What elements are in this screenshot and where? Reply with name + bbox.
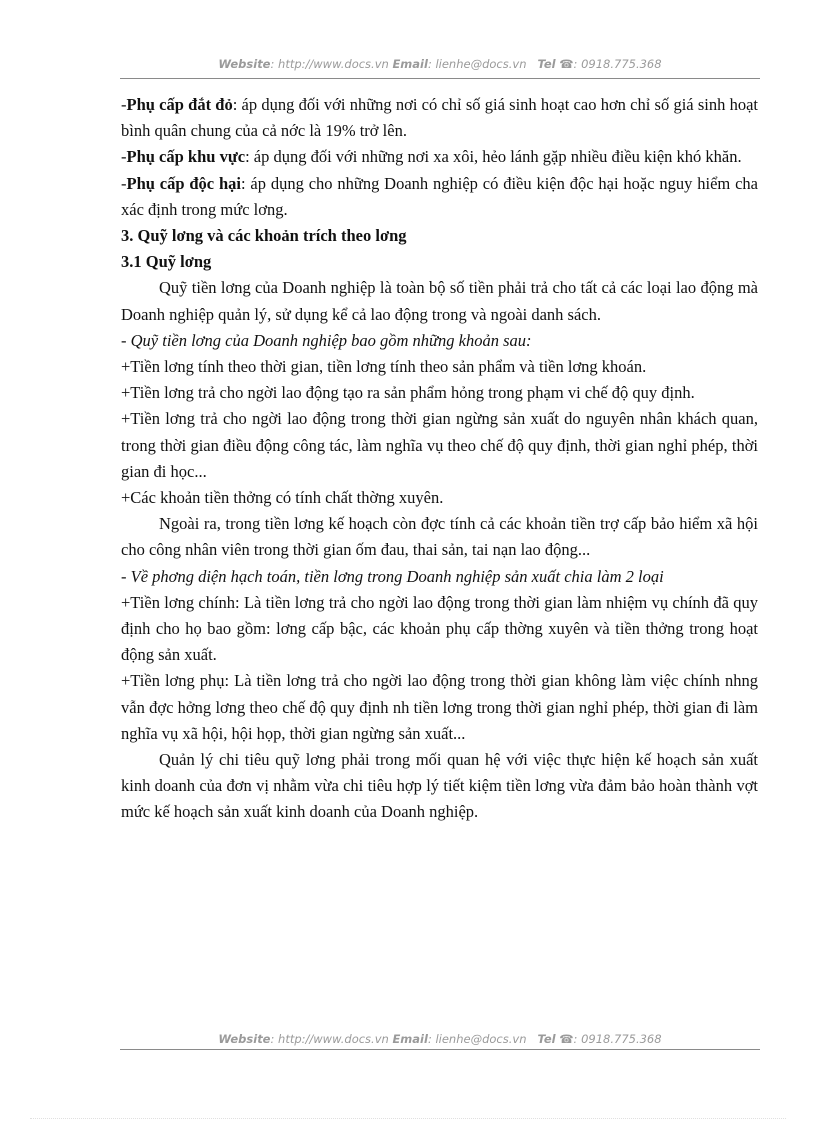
list-item-secondary-wage: +Tiền lơng phụ: Là tiền lơng trả cho ngời lao động trong thời gian không làm việc chính nhng vẫn đợc hởng lơng theo chế độ quy định nh tiền lơng trong thời gian nghỉ phép, thời gian đi làm nghĩa vụ xã hội, hội họp, thời gian ngừng sản xuất... [121,671,758,743]
list-item-bonus: +Các khoản tiền thởng có tính chất thờng xuyên. [121,488,444,508]
paragraph-phu-cap-dat-do [121,92,758,144]
paragraph-quy-tien-luong: Quỹ tiền lơng của Doanh nghiệp là toàn bộ số tiền phải trả cho tất cả các loại lao động mà Doanh nghiệp quản lý, sử dụng kể cả lao động trong và ngoài danh sách. [121,278,758,324]
list-item-downtime: +Tiền lơng trả cho ngời lao động trong thời gian ngừng sản xuất do nguyên nhân khách quan, trong thời gian điều động công tác, làm nghĩa vụ theo chế độ quy định, thời gian nghỉ phép, thời gian đi học... [121,409,758,481]
paragraph-phu-cap-doc-hai [121,171,758,223]
section-heading-3-1: 3.1 Quỹ lơng [121,252,212,272]
paragraph-hach-toan: - Về phơng diện hạch toán, tiền lơng trong Doanh nghiệp sản xuất chia làm 2 loại [121,566,664,586]
paragraph-phu-cap-khu-vuc [121,144,758,170]
paragraph-ngoai-ra: Ngoài ra, trong tiền lơng kế hoạch còn đợc tính cả các khoản tiền trợ cấp bảo hiểm xã hội cho công nhân viên trong thời gian ốm đau, thai sản, tai nạn lao động... [121,514,758,560]
definition-text: : áp dụng đối với những nơi có chỉ số giá sinh hoạt cao hơn chỉ số giá sinh hoạt bình quân chung của cả nớc là 19% trở lên. [121,95,758,141]
list-item-defective-product: +Tiền lơng trả cho ngời lao động tạo ra sản phẩm hỏng trong phạm vi chế độ quy định. [121,383,695,403]
header-email-value: : lienhe@docs.vn [427,57,527,71]
page-header [120,57,760,71]
list-item-main-wage: +Tiền lơng chính: Là tiền lơng trả cho ngời lao động trong thời gian làm nhiệm vụ chính đã quy định cho họ bao gồm: lơng cấp bậc, các khoản phụ cấp thờng xuyên và tiền thởng trong hoạt động sản xuất. [121,592,758,665]
list-dash: - [121,95,127,114]
header-website-label: Website [218,57,271,71]
footer-tel-value: ☎: 0918.775.368 [559,1032,662,1046]
definition-text: : áp dụng cho những Doanh nghiệp có điều kiện độc hại hoặc nguy hiểm cha xác định trong mức lơng. [121,173,758,219]
term-phu-cap-doc-hai: Phụ cấp độc hại [126,173,241,193]
term-phu-cap-dat-do: Phụ cấp đắt đỏ [126,95,233,114]
paragraph-bao-gom: - Quỹ tiền lơng của Doanh nghiệp bao gồm những khoản sau: [121,330,532,350]
header-website-value: : http://www.docs.vn [270,57,389,71]
header-email-label: Email [392,57,428,71]
paragraph-quan-ly: Quản lý chi tiêu quỹ lơng phải trong mối quan hệ với việc thực hiện kế hoạch sản xuất kinh doanh của đơn vị nhằm vừa chi tiêu hợp lý tiết kiệm tiền lơng vừa đảm bảo hoàn thành vợt mức kế hoạch sản xuất kinh doanh của Doanh nghiệp. [121,750,758,822]
header-tel-label: Tel [537,57,556,71]
list-item-time-wage: +Tiền lơng tính theo thời gian, tiền lơng tính theo sản phẩm và tiền lơng khoán. [121,357,647,377]
list-dash: - [121,173,127,193]
footer-email-value: : lienhe@docs.vn [427,1032,527,1046]
page-bottom-dotted-rule [30,1118,786,1119]
footer-email-label: Email [392,1032,428,1046]
header-divider [120,78,760,79]
document-body [121,92,758,826]
footer-divider [120,1049,760,1050]
definition-text: : áp dụng đối với những nơi xa xôi, hẻo lánh gặp nhiều điều kiện khó khăn. [245,147,742,167]
footer-tel-label: Tel [537,1032,556,1046]
section-heading-3: 3. Quỹ lơng và các khoản trích theo lơng [121,226,407,246]
list-dash: - [121,147,127,167]
header-tel-value: ☎: 0918.775.368 [559,57,662,71]
page-footer [120,1032,760,1046]
term-phu-cap-khu-vuc: Phụ cấp khu vực [126,147,246,167]
footer-website-value: : http://www.docs.vn [270,1032,389,1046]
footer-website-label: Website [218,1032,271,1046]
